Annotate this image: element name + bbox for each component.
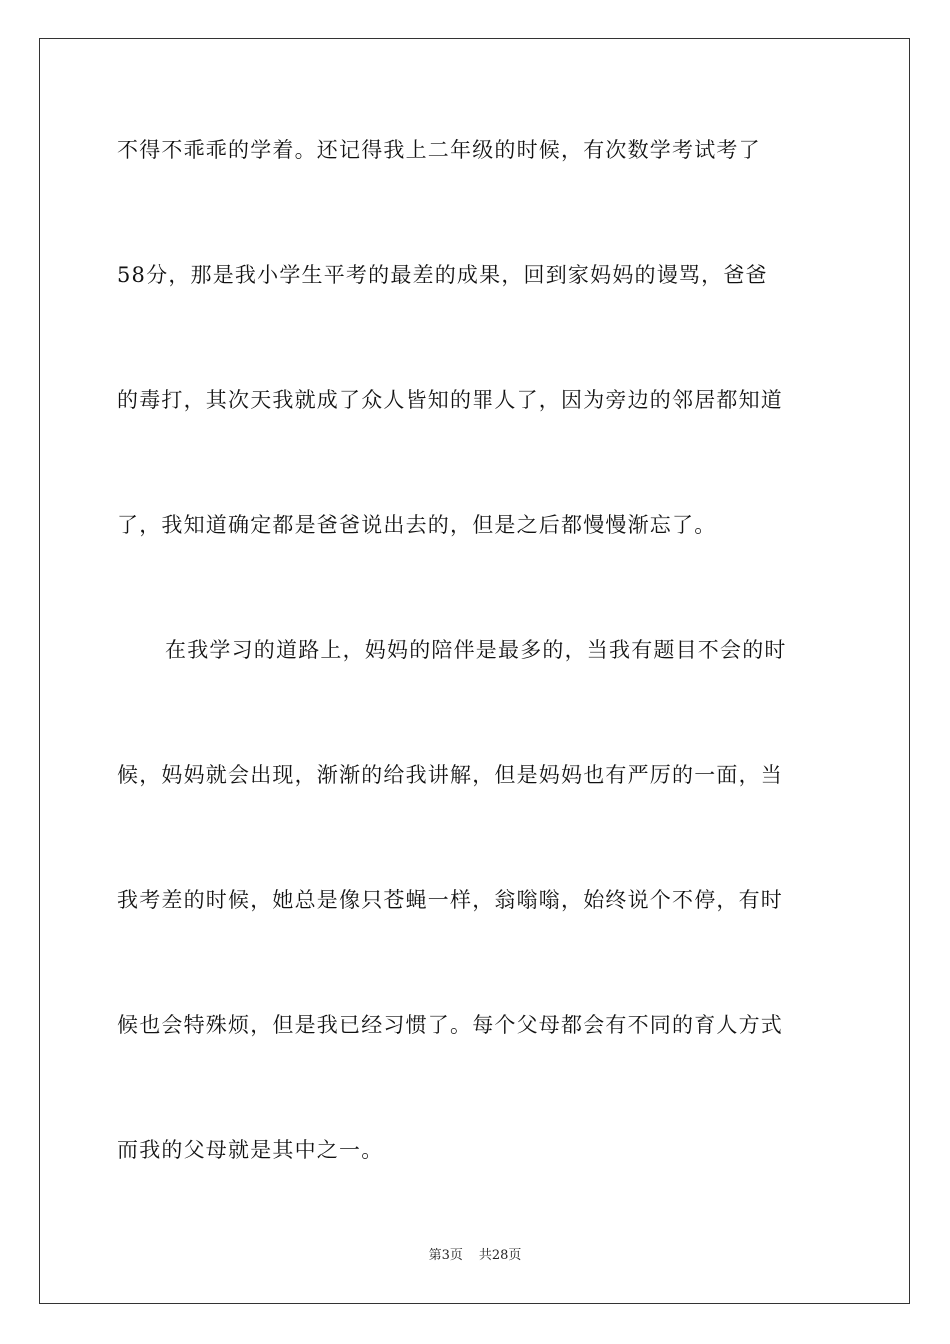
body-line: 候也会特殊烦，但是我已经习惯了。每个父母都会有不同的育人方式 xyxy=(117,1013,783,1037)
body-line: 我考差的时候，她总是像只苍蝇一样，翁嗡嗡，始终说个不停，有时 xyxy=(117,888,783,912)
page-number: 第3页 xyxy=(428,1248,463,1263)
body-line: 了，我知道确定都是爸爸说出去的，但是之后都慢慢渐忘了。 xyxy=(117,513,717,537)
body-line: 而我的父母就是其中之一。 xyxy=(117,1138,384,1162)
body-line: 的毒打，其次天我就成了众人皆知的罪人了，因为旁边的邻居都知道 xyxy=(117,388,783,412)
page-footer xyxy=(0,1249,950,1262)
body-line: 不得不乖乖的学着。还记得我上二年级的时候，有次数学考试考了 xyxy=(117,138,761,162)
body-line: 58分，那是我小学生平考的最差的成果，回到家妈妈的谩骂，爸爸 xyxy=(117,263,768,287)
total-pages: 共28页 xyxy=(478,1248,522,1263)
body-line: 候，妈妈就会出现，渐渐的给我讲解，但是妈妈也有严厉的一面，当 xyxy=(117,763,783,787)
body-line: 在我学习的道路上，妈妈的陪伴是最多的，当我有题目不会的时 xyxy=(165,638,787,662)
page-border xyxy=(39,38,910,1304)
